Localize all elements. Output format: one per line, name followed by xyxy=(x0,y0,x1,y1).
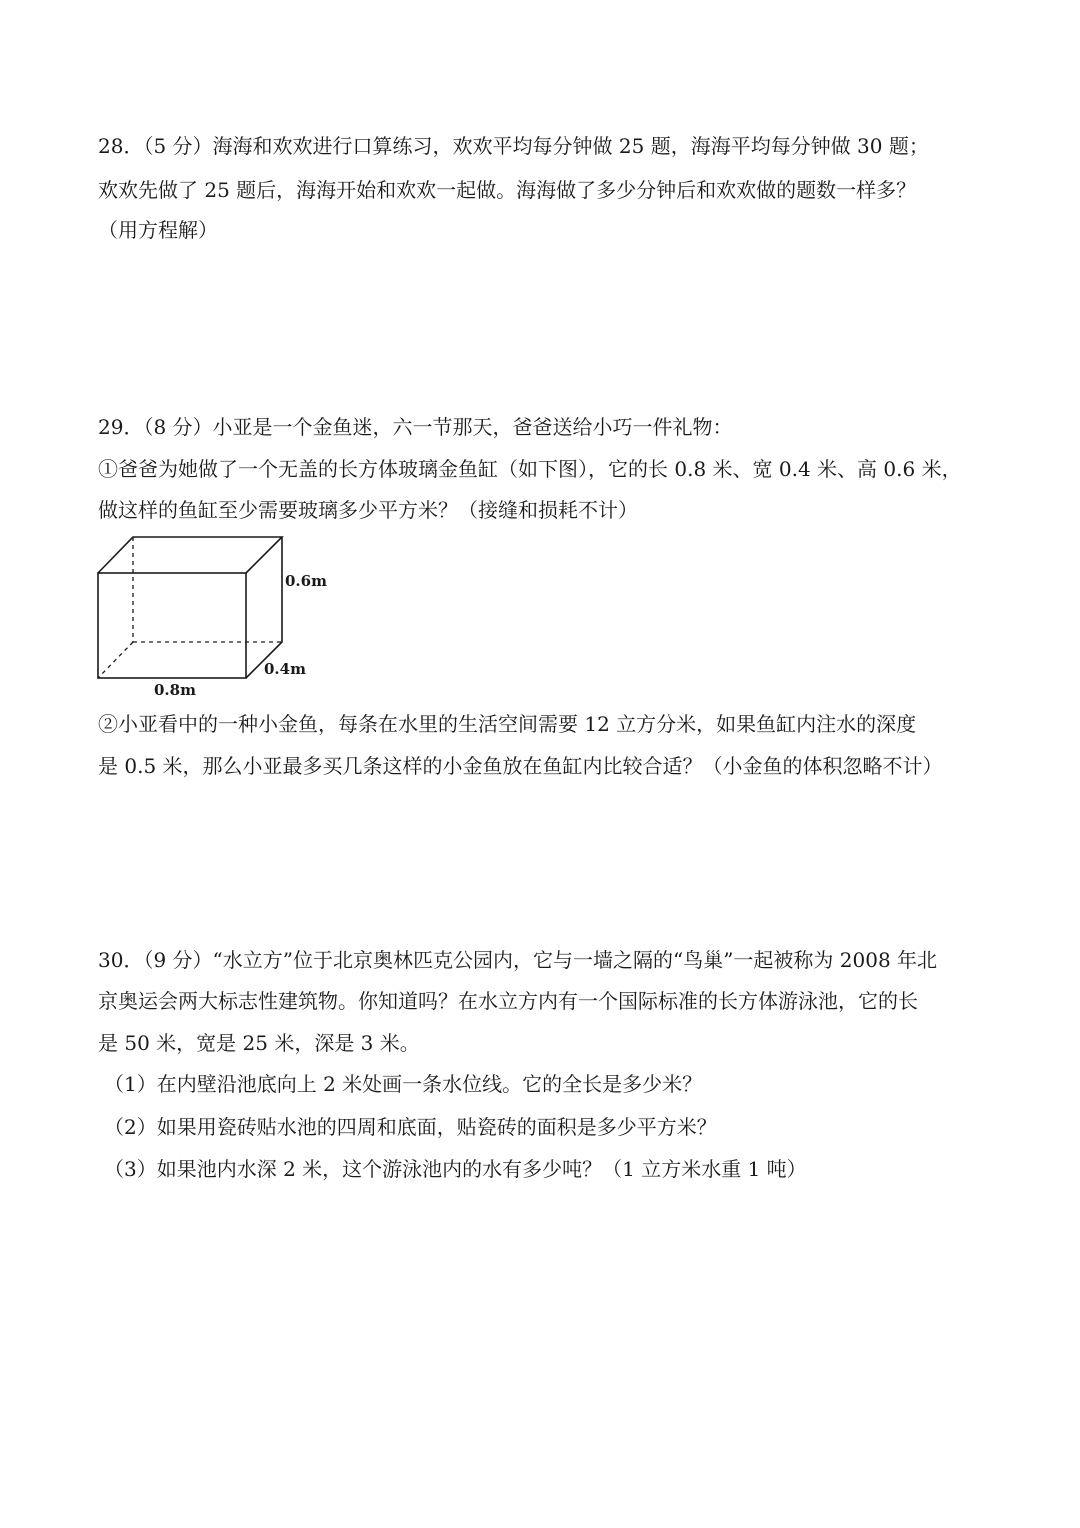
q30-line-2: 京奥运会两大标志性建筑物。你知道吗？在水立方内有一个国际标准的长方体游泳池，它的长 xyxy=(98,989,918,1013)
cuboid-right-edges xyxy=(246,537,282,678)
q29-line-5: 是 0.5 米，那么小亚最多买几条这样的小金鱼放在鱼缸内比较合适？（小金鱼的体积忽略不计） xyxy=(98,754,943,778)
q28-line-3: （用方程解） xyxy=(98,218,218,242)
q29-line-4: ②小亚看中的一种小金鱼，每条在水里的生活空间需要 12 立方分米，如果鱼缸内注水的深度 xyxy=(98,712,917,736)
q30-line-3: 是 50 米，宽是 25 米，深是 3 米。 xyxy=(98,1031,420,1055)
width-label: 0.4m xyxy=(264,660,306,678)
q29-line-1: 29．（8 分）小亚是一个金鱼迷，六一节那天，爸爸送给小巧一件礼物： xyxy=(98,415,733,439)
cuboid-hidden-edges xyxy=(98,537,282,678)
cuboid-figure xyxy=(90,530,340,700)
q29-line-3: 做这样的鱼缸至少需要玻璃多少平方米？（接缝和损耗不计） xyxy=(98,498,638,522)
q28-line-2: 欢欢先做了 25 题后，海海开始和欢欢一起做。海海做了多少分钟后和欢欢做的题数一样多？ xyxy=(98,178,917,202)
cuboid-front-face xyxy=(98,573,246,678)
q30-sub-question-3: （3）如果池内水深 2 米，这个游泳池内的水有多少吨？（1 立方米水重 1 吨） xyxy=(104,1157,807,1181)
length-label: 0.8m xyxy=(154,681,196,699)
q30-line-1: 30．（9 分）“水立方”位于北京奥林匹克公园内，它与一墙之隔的“鸟巢”一起被称为 2008 年北 xyxy=(98,948,938,972)
q28-line-1: 28．（5 分）海海和欢欢进行口算练习，欢欢平均每分钟做 25 题，海海平均每分钟做 30 题； xyxy=(98,134,929,158)
height-label: 0.6m xyxy=(285,572,327,590)
q29-line-2: ①爸爸为她做了一个无盖的长方体玻璃金鱼缸（如下图），它的长 0.8 米、宽 0.4 米、高 0.6 米， xyxy=(98,457,962,481)
q30-sub-question-1: （1）在内壁沿池底向上 2 米处画一条水位线。它的全长是多少米？ xyxy=(104,1072,703,1096)
q30-sub-question-2: （2）如果用瓷砖贴水池的四周和底面，贴瓷砖的面积是多少平方米？ xyxy=(104,1115,717,1139)
cuboid-top-face xyxy=(98,537,282,573)
